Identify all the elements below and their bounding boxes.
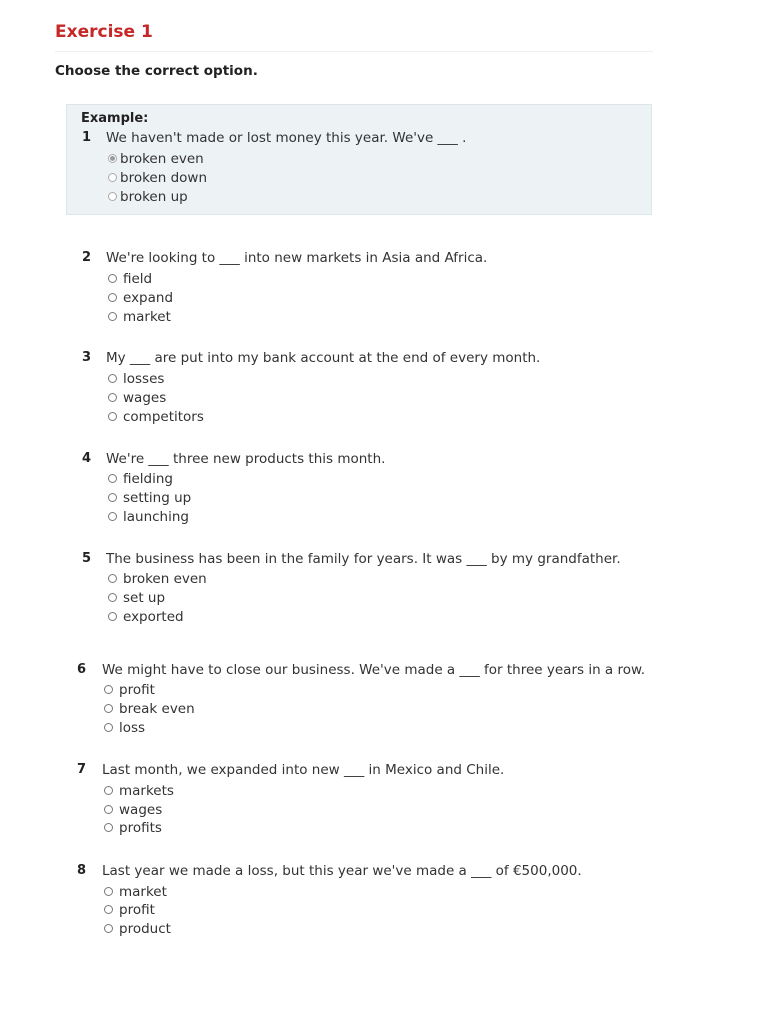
title-divider xyxy=(55,51,653,52)
radio-icon[interactable] xyxy=(104,924,113,933)
radio-checked-icon[interactable] xyxy=(108,154,117,163)
option-label: set up xyxy=(123,589,166,606)
radio-icon[interactable] xyxy=(104,905,113,914)
option-label: product xyxy=(119,920,171,937)
answer-option[interactable] xyxy=(108,407,204,426)
exercise-title: Exercise 1 xyxy=(55,22,153,42)
radio-icon[interactable] xyxy=(108,293,117,302)
option-label: markets xyxy=(119,782,174,799)
question-number: 5 xyxy=(82,551,92,566)
option-label: market xyxy=(123,308,171,325)
radio-icon[interactable] xyxy=(108,593,117,602)
question-text: Last month, we expanded into new ___ in Mexico and Chile. xyxy=(102,762,505,778)
option-label: profit xyxy=(119,681,155,698)
option-label: setting up xyxy=(123,489,192,506)
answer-option[interactable] xyxy=(108,369,164,388)
question-number: 3 xyxy=(82,350,92,365)
question-text: We haven't made or lost money this year. We've ___ . xyxy=(106,130,467,146)
option-label: fielding xyxy=(123,470,174,487)
radio-icon[interactable] xyxy=(108,512,117,521)
question-number: 8 xyxy=(77,863,87,878)
radio-icon[interactable] xyxy=(104,723,113,732)
radio-icon[interactable] xyxy=(104,805,113,814)
radio-icon[interactable] xyxy=(108,312,117,321)
question-text: We're looking to ___ into new markets in Asia and Africa. xyxy=(106,250,488,266)
example-option[interactable] xyxy=(108,149,204,168)
answer-option[interactable] xyxy=(104,882,167,901)
instruction-text: Choose the correct option. xyxy=(55,63,258,79)
radio-icon[interactable] xyxy=(104,823,113,832)
example-option[interactable] xyxy=(108,187,188,206)
radio-icon[interactable] xyxy=(108,393,117,402)
answer-option[interactable] xyxy=(108,588,165,607)
question-text: The business has been in the family for years. It was ___ by my grandfather. xyxy=(106,551,621,567)
answer-option[interactable] xyxy=(108,269,152,288)
radio-icon[interactable] xyxy=(108,374,117,383)
radio-icon[interactable] xyxy=(108,173,117,182)
answer-option[interactable] xyxy=(108,488,191,507)
option-label: profits xyxy=(119,819,162,836)
option-label: launching xyxy=(123,508,189,525)
radio-icon[interactable] xyxy=(104,786,113,795)
option-label: break even xyxy=(119,700,195,717)
radio-icon[interactable] xyxy=(108,474,117,483)
radio-icon[interactable] xyxy=(104,685,113,694)
option-label: broken down xyxy=(120,169,207,186)
radio-icon[interactable] xyxy=(108,274,117,283)
option-label: broken even xyxy=(123,570,207,587)
answer-option[interactable] xyxy=(108,388,166,407)
answer-option[interactable] xyxy=(108,507,189,526)
example-label: Example: xyxy=(81,111,149,126)
radio-icon[interactable] xyxy=(104,887,113,896)
question-number: 7 xyxy=(77,762,87,777)
answer-option[interactable] xyxy=(104,900,155,919)
answer-option[interactable] xyxy=(104,699,195,718)
answer-option[interactable] xyxy=(104,781,174,800)
option-label: profit xyxy=(119,901,155,918)
question-text: My ___ are put into my bank account at the end of every month. xyxy=(106,350,541,366)
radio-icon[interactable] xyxy=(108,493,117,502)
option-label: losses xyxy=(123,370,165,387)
answer-option[interactable] xyxy=(108,307,171,326)
option-label: competitors xyxy=(123,408,204,425)
example-option[interactable] xyxy=(108,168,207,187)
question-text: We're ___ three new products this month. xyxy=(106,451,386,467)
radio-icon[interactable] xyxy=(108,574,117,583)
question-text: We might have to close our business. We've made a ___ for three years in a row. xyxy=(102,662,646,678)
option-label: wages xyxy=(123,389,167,406)
question-number: 1 xyxy=(82,130,92,145)
answer-option[interactable] xyxy=(104,680,155,699)
option-label: field xyxy=(123,270,153,287)
radio-icon[interactable] xyxy=(108,612,117,621)
answer-option[interactable] xyxy=(104,718,145,737)
question-number: 4 xyxy=(82,451,92,466)
option-label: wages xyxy=(119,801,163,818)
question-text: Last year we made a loss, but this year we've made a ___ of €500,000. xyxy=(102,863,582,879)
option-label: expand xyxy=(123,289,174,306)
answer-option[interactable] xyxy=(104,919,171,938)
answer-option[interactable] xyxy=(108,607,184,626)
radio-icon[interactable] xyxy=(108,412,117,421)
answer-option[interactable] xyxy=(108,569,207,588)
question-number: 6 xyxy=(77,662,87,677)
radio-icon[interactable] xyxy=(104,704,113,713)
radio-icon[interactable] xyxy=(108,192,117,201)
option-label: market xyxy=(119,883,167,900)
answer-option[interactable] xyxy=(104,818,162,837)
option-label: loss xyxy=(119,719,146,736)
question-number: 2 xyxy=(82,250,92,265)
answer-option[interactable] xyxy=(108,469,173,488)
answer-option[interactable] xyxy=(104,800,162,819)
option-label: broken even xyxy=(120,150,204,167)
answer-option[interactable] xyxy=(108,288,173,307)
option-label: broken up xyxy=(120,188,188,205)
option-label: exported xyxy=(123,608,184,625)
